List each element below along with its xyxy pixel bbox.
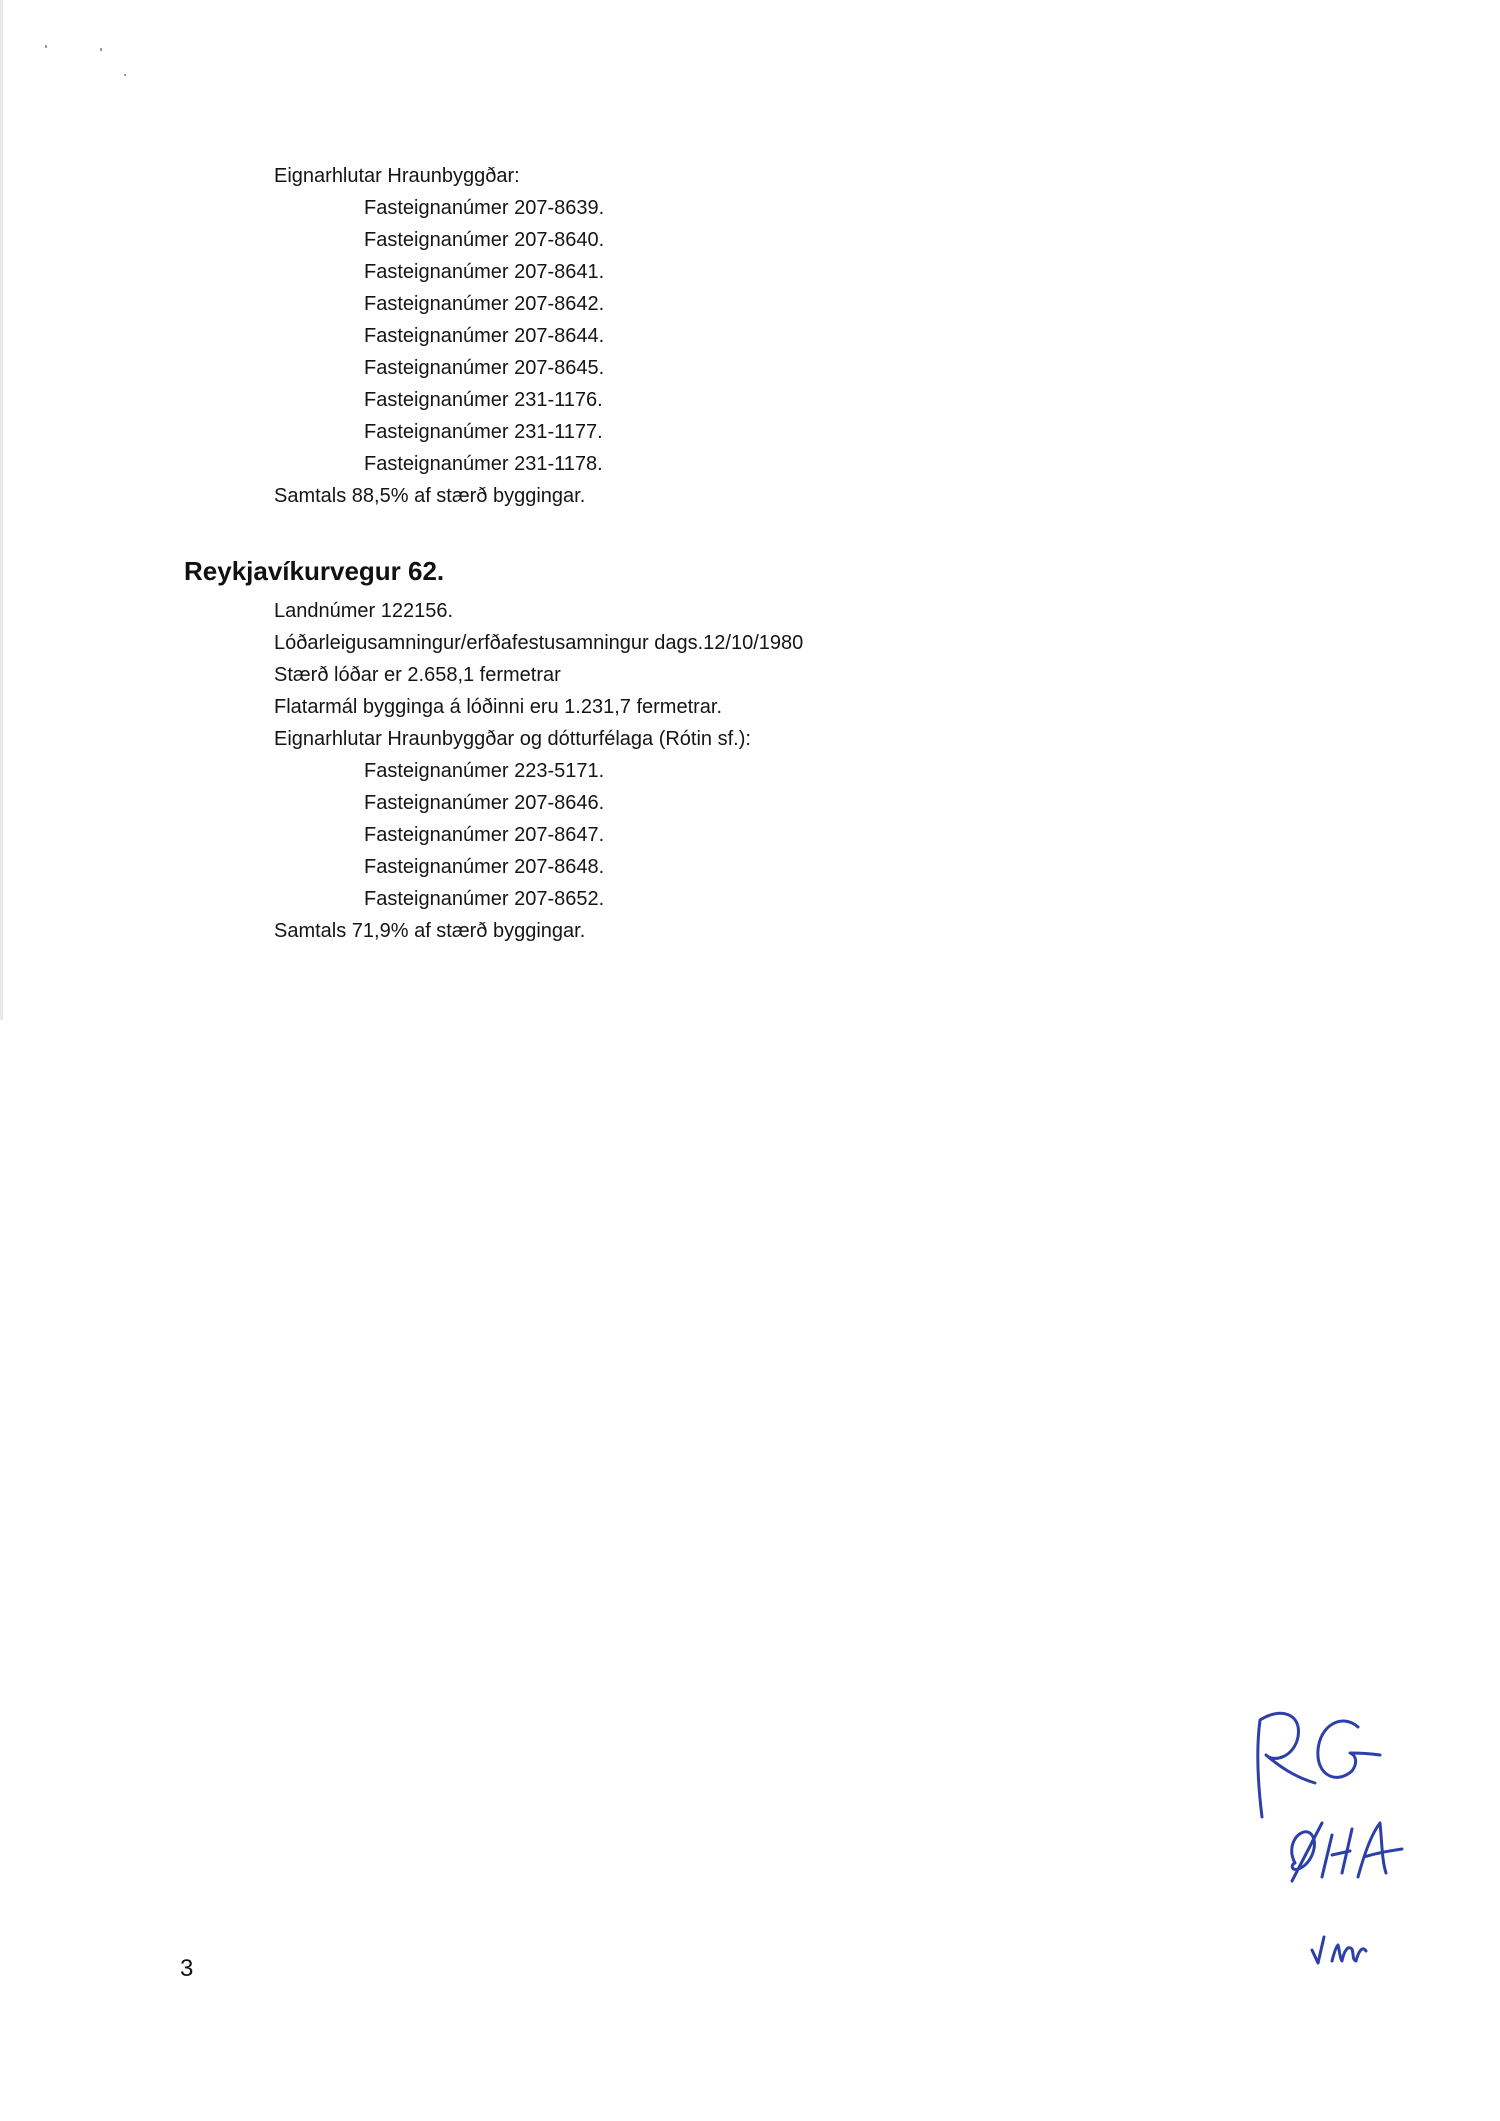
property-number-item: Fasteignanúmer 231-1177. bbox=[364, 421, 603, 443]
property-number-item: Fasteignanúmer 231-1176. bbox=[364, 389, 603, 411]
property-number-item: Fasteignanúmer 207-8639. bbox=[364, 197, 605, 219]
ownership-total: Samtals 88,5% af stærð byggingar. bbox=[274, 485, 586, 507]
owners-label: Eignarhlutar Hraunbyggðar og dótturfélaga (Rótin sf.): bbox=[274, 728, 751, 750]
lease-agreement: Lóðarleigusamningur/erfðafestusamningur dags.12/10/1980 bbox=[274, 632, 804, 654]
lot-size: Stærð lóðar er 2.658,1 fermetrar bbox=[274, 664, 561, 686]
handwritten-signature bbox=[1240, 1705, 1440, 1990]
property-number-item: Fasteignanúmer 207-8642. bbox=[364, 293, 605, 315]
property-number-item: Fasteignanúmer 207-8644. bbox=[364, 325, 605, 347]
ownership-total: Samtals 71,9% af stærð byggingar. bbox=[274, 920, 586, 942]
building-area: Flatarmál bygginga á lóðinni eru 1.231,7 fermetrar. bbox=[274, 696, 723, 718]
property-heading: Reykjavíkurvegur 62. bbox=[184, 556, 445, 586]
page-number: 3 bbox=[180, 1955, 194, 1982]
land-number: Landnúmer 122156. bbox=[274, 600, 454, 622]
scan-speck bbox=[45, 45, 47, 48]
scan-speck bbox=[100, 48, 102, 51]
property-number-item: Fasteignanúmer 207-8641. bbox=[364, 261, 605, 283]
property-number-item: Fasteignanúmer 207-8647. bbox=[364, 824, 605, 846]
property-number-item: Fasteignanúmer 207-8645. bbox=[364, 357, 605, 379]
property-number-item: Fasteignanúmer 207-8646. bbox=[364, 792, 605, 814]
property-number-item: Fasteignanúmer 207-8648. bbox=[364, 856, 605, 878]
owners-label: Eignarhlutar Hraunbyggðar: bbox=[274, 165, 520, 187]
property-number-item: Fasteignanúmer 231-1178. bbox=[364, 453, 603, 475]
property-number-item: Fasteignanúmer 207-8640. bbox=[364, 229, 605, 251]
property-number-item: Fasteignanúmer 223-5171. bbox=[364, 760, 605, 782]
scan-speck bbox=[124, 74, 126, 76]
property-number-item: Fasteignanúmer 207-8652. bbox=[364, 888, 605, 910]
scan-edge-shadow bbox=[0, 0, 3, 1020]
